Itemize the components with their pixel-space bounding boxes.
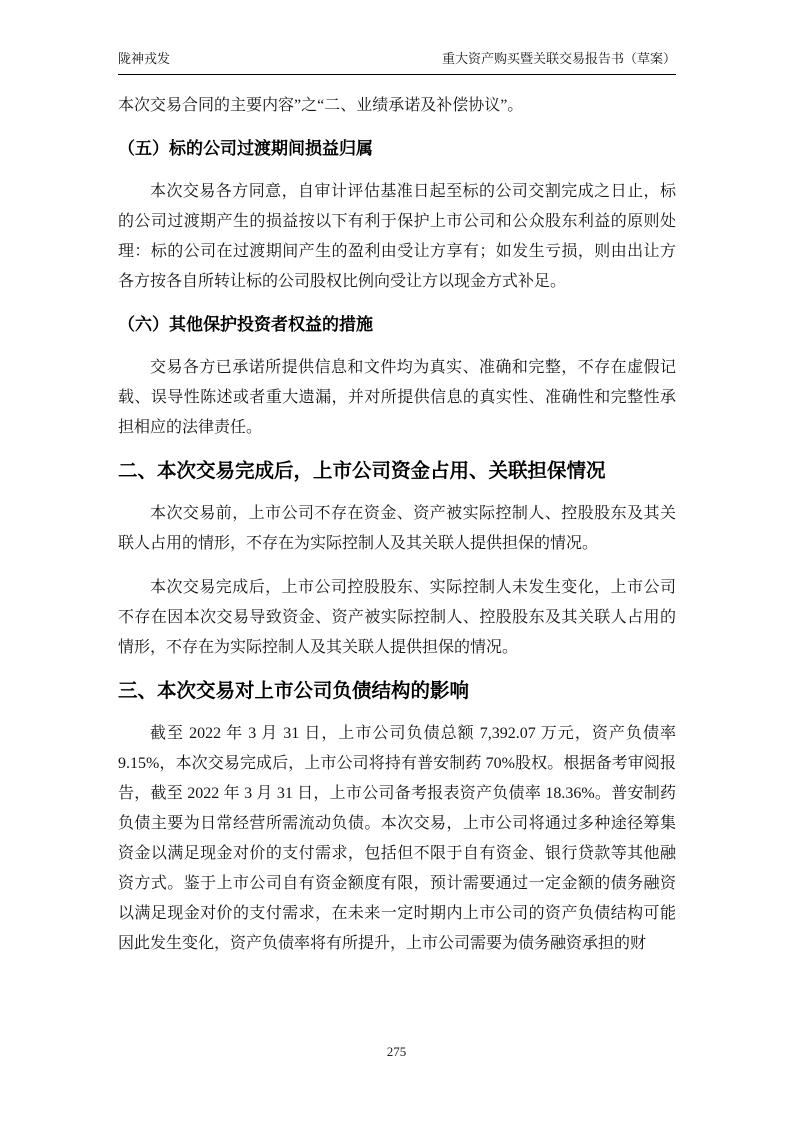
section-2-paragraph-1: 本次交易前，上市公司不存在资金、资产被实际控制人、控股股东及其关联人占用的情形，不存在为实际控制人及其关联人提供担保的情况。 — [118, 505, 676, 552]
page-footer — [0, 1044, 793, 1060]
section-6-heading: （六）其他保护投资者权益的措施 — [118, 315, 373, 334]
header-doc-full-title: 重大资产购买暨关联交易报告书（草案） — [441, 51, 676, 66]
continuation-paragraph: 本次交易合同的主要内容”之“二、业绩承诺及补偿协议”。 — [118, 97, 524, 114]
section-6-paragraph: 交易各方已承诺所提供信息和文件均为真实、准确和完整，不存在虚假记载、误导性陈述或者重大遗漏，并对所提供信息的真实性、准确性和完整性承担相应的法律责任。 — [118, 359, 676, 436]
section-5-heading: （五）标的公司过渡期间损益归属 — [118, 139, 373, 158]
section-3-paragraph: 截至 2022 年 3 月 31 日，上市公司负债总额 7,392.07 万元，资产负债率 9.15%，本次交易完成后，上市公司将持有普安制药 70%股权。根据备考审阅报告，截至 2022 年 3 月 31 日，上市公司备考报表资产负债率 18.36%。普安制药负债主要为日常经营所需流动负债。本次交易，上市公司将通过多种途径筹集资金以满足现金对价的支付需求，包括但不限于自有资金、银行贷款等其他融资方式。鉴于上市公司自有资金额度有限，预计需要通过一定金额的债务融资以满足现金对价的支付需求，在未来一定时期内上市公司的资产负债结构可能因此发生变化，资产负债率将有所提升，上市公司需要为债务融资承担的财 — [118, 725, 676, 952]
section-5-paragraph: 本次交易各方同意，自审计评估基准日起至标的公司交割完成之日止，标的公司过渡期产生的损益按以下有利于保护上市公司和公众股东利益的原则处理：标的公司在过渡期间产生的盈利由受让方享有；如发生亏损，则由出让方各方按各自所转让标的公司股权比例向受让方以现金方式补足。 — [118, 183, 676, 290]
section-2-heading: 二、本次交易完成后，上市公司资金占用、关联担保情况 — [118, 460, 606, 482]
header-doc-short-title: 陇神戎发 — [118, 51, 171, 66]
page-number: 275 — [386, 1044, 407, 1059]
page-header — [118, 50, 676, 75]
section-3-heading: 三、本次交易对上市公司负债结构的影响 — [118, 680, 470, 702]
section-2-paragraph-2: 本次交易完成后，上市公司控股股东、实际控制人未发生变化，上市公司不存在因本次交易导致资金、资产被实际控制人、控股股东及其关联人占用的情形，不存在为实际控制人及其关联人提供担保的情况。 — [118, 579, 676, 656]
document-body — [118, 91, 676, 959]
